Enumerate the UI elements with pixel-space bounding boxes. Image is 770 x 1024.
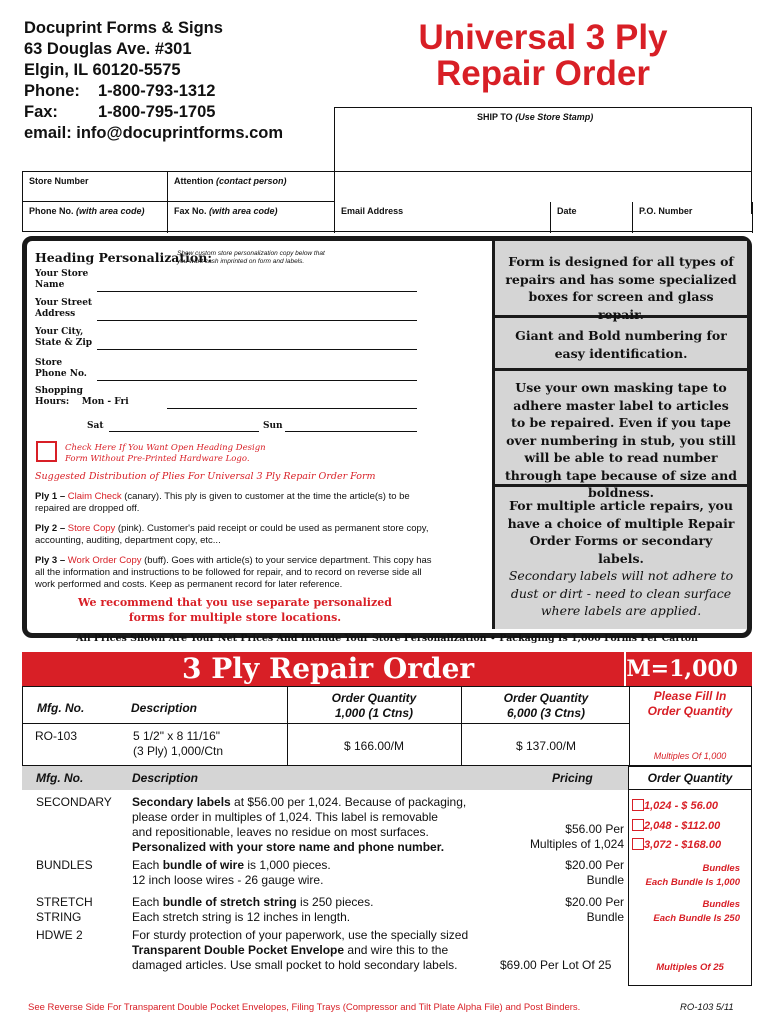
phone-label: Phone: [24, 82, 80, 100]
store-name-line[interactable] [97, 291, 417, 292]
order-table [22, 686, 752, 766]
heading-personalization-title: Heading Personalization: [35, 250, 212, 265]
fax-field[interactable]: Fax No. (with area code) [168, 202, 335, 233]
hdwe-qty[interactable]: Multiples Of 25 [656, 962, 724, 973]
store-number-field[interactable]: Store Number [23, 172, 168, 202]
ply2-text: Ply 2 – Store Copy (pink). Customer's paid receipt or could be used as permanent store copy, accounting, auditing, department copy, etc... [35, 523, 429, 546]
phone-field[interactable]: Phone No. (with area code) [23, 202, 168, 233]
feature-box-1: Form is designed for all types of repairs and has some specialized boxes for screen and glass repair. [495, 253, 747, 318]
hours-label: Shopping Hours: Mon - Fri [35, 386, 129, 407]
contact-form [22, 171, 752, 232]
qty-option-1024[interactable]: 1,024 - $ 56.00 [632, 797, 721, 817]
col-oq2: Order Quantity 6,000 (3 Ctns) [503, 691, 589, 720]
company-name: Docuprint Forms & Signs [24, 19, 223, 37]
product-banner [22, 652, 752, 686]
company-email: email: info@docuprintforms.com [24, 124, 284, 142]
company-phone: 1-800-793-1312 [98, 82, 216, 100]
acc-col-description: Description [132, 771, 199, 785]
recommendation: We recommend that you use separate personalized forms for multiple store locations. [78, 596, 392, 624]
acc-hdwe: HDWE 2 [36, 928, 83, 942]
acc-col-mfg: Mfg. No. [36, 771, 84, 785]
acc-bundles: BUNDLES [36, 858, 93, 872]
street-line[interactable] [97, 320, 417, 321]
row-description: 5 1/2" x 8 11/16" (3 Ply) 1,000/Ctn [133, 729, 224, 758]
company-address2: Elgin, IL 60120-5575 [24, 61, 181, 79]
feature-box-2: Giant and Bold numbering for easy identification. [495, 327, 747, 371]
qty-multiples[interactable]: Multiples Of 1,000 [653, 751, 727, 761]
col-fill-in: Please Fill In Order Quantity [647, 689, 733, 718]
feature-box-4: For multiple article repairs, you have a choice of multiple Repair Order Forms or secondary labels. Secondary labels will not adhere to dust or dirt - need to clean surface where labels are applied. [507, 498, 735, 618]
attention-field[interactable]: Attention (contact person) [168, 172, 335, 202]
city-line[interactable] [97, 349, 417, 350]
store-name-label: Your Store Name [35, 269, 89, 290]
feature-box-3: Use your own masking tape to adhere master label to articles to be repaired. Even if you tape over numbering in stub, you still will be able to read number through tape because of size and boldness. [495, 379, 747, 487]
prices-note: All Prices Shown Are Your Net Prices And Include Your Store Personalization • Packaging Is 1,000 Forms Per Carton [76, 633, 698, 644]
accessories-header [22, 766, 752, 790]
date-field[interactable]: Date [551, 202, 633, 233]
col-oq1: Order Quantity 1,000 (1 Ctns) [331, 691, 417, 720]
company-address1: 63 Douglas Ave. #301 [24, 40, 192, 58]
row-mfg: RO-103 [35, 729, 78, 743]
po-number-field[interactable]: P.O. Number [633, 202, 753, 233]
footer-note: See Reverse Side For Transparent Double Pocket Envelopes, Filing Trays (Compressor and Tilt Plate Alpha File) and Post Binders. [28, 1002, 581, 1013]
col-mfg: Mfg. No. [37, 701, 85, 715]
price-6000: $ 137.00/M [515, 739, 577, 753]
acc-secondary: SECONDARY [36, 795, 112, 809]
ply1-text: Ply 1 – Claim Check (canary). This ply is given to customer at the time the article(s) to be repaired are dropped off. [35, 491, 410, 514]
checkbox-label: Check Here If You Want Open Heading Design Form Without Pre-Printed Hardware Logo. [65, 443, 266, 464]
acc-stretch: STRETCH STRING [36, 895, 93, 924]
price-1000: $ 166.00/M [343, 739, 405, 753]
acc-bundles-desc: Each bundle of wire is 1,000 pieces. 12 inch loose wires - 26 gauge wire. [132, 858, 331, 887]
hours-line[interactable] [167, 408, 417, 409]
acc-secondary-desc: Secondary labels at $56.00 per 1,024. Because of packaging, please order in multiples of 1,024. This label is removable and repositionable, leaves no residue on most surfaces. Personalized with your store name and phone number. [132, 795, 467, 854]
heading-personalization-note: Show custom store personalization copy below that you want cash imprinted on form and labels. [177, 250, 325, 265]
personalization-panel [22, 236, 752, 638]
open-heading-checkbox[interactable] [36, 441, 57, 462]
divider [23, 723, 629, 724]
company-fax: 1-800-795-1705 [98, 103, 216, 121]
suggested-distribution: Suggested Distribution of Plies For Universal 3 Ply Repair Order Form [35, 471, 376, 482]
qty-option-3072[interactable]: 3,072 - $168.00 [632, 836, 721, 856]
acc-col-qty: Order Quantity [647, 771, 733, 785]
stretch-qty[interactable]: Bundles Each Bundle Is 250 [653, 899, 740, 924]
street-label: Your Street Address [35, 298, 93, 319]
sat-line[interactable] [109, 431, 259, 432]
acc-hdwe-price: $69.00 Per Lot Of 25 [500, 958, 612, 972]
ply3-text: Ply 3 – Work Order Copy (buff). Goes with article(s) to your service department. This copy has all the information and instructions to be followed for repair, and to record on reverse side all work performed and costs. Keep as permanent record for later reference. [35, 555, 432, 590]
banner-product-name: 3 Ply Repair Order [182, 652, 475, 685]
title-line1: Universal 3 Ply [418, 18, 668, 57]
secondary-qty-options [632, 797, 721, 856]
store-phone-label: Store Phone No. [35, 358, 87, 379]
banner-unit: M=1,000 [626, 656, 738, 682]
acc-hdwe-desc: For sturdy protection of your paperwork, use the specially sized Transparent Double Pocket Envelope and wire this to the damaged articles. Use small pocket to hold secondary labels. [132, 928, 469, 972]
col-description: Description [131, 701, 198, 715]
acc-bundles-price: $20.00 Per Bundle [565, 858, 624, 887]
acc-stretch-price: $20.00 Per Bundle [565, 895, 624, 924]
company-info [24, 18, 283, 144]
form-title [378, 20, 708, 92]
acc-stretch-desc: Each bundle of stretch string is 250 pieces. Each stretch string is 12 inches in length. [132, 895, 374, 924]
sat-label: Sat [87, 421, 104, 431]
sun-line[interactable] [285, 431, 417, 432]
email-field[interactable]: Email Address [335, 202, 551, 233]
sun-label: Sun [263, 421, 283, 431]
features-column [492, 241, 747, 629]
bundles-qty[interactable]: Bundles Each Bundle Is 1,000 [645, 863, 740, 888]
acc-secondary-price: $56.00 Per Multiples of 1,024 [529, 822, 624, 851]
acc-col-qty-cell [628, 766, 752, 790]
city-label: Your City, State & Zip [35, 327, 93, 348]
qty-option-2048[interactable]: 2,048 - $112.00 [632, 817, 721, 837]
acc-col-pricing: Pricing [552, 771, 593, 785]
fax-label: Fax: [24, 103, 58, 121]
store-phone-line[interactable] [97, 380, 417, 381]
ship-to-label: SHIP TO (Use Store Stamp) [477, 112, 594, 122]
title-line2: Repair Order [436, 54, 650, 93]
form-code: RO-103 5/11 [680, 1002, 734, 1013]
